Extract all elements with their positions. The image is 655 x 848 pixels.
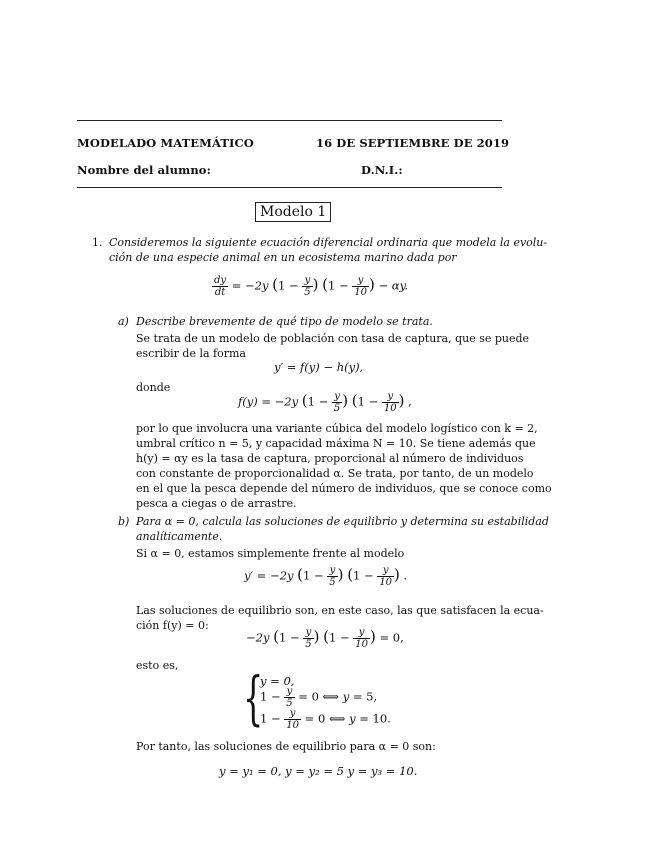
final-equilibria: y = y₁ = 0, y = y₂ = 5 y = y₃ = 10. xyxy=(219,764,418,778)
part-b-question-line1: Para α = 0, calcula las soluciones de equilibrio y determina su estabilidad xyxy=(136,515,549,528)
dy-dt-fraction: $\frac{dy}{dt}$ xyxy=(214,275,227,298)
part-b-eq-text-line2: ción f(y) = 0: xyxy=(136,619,209,632)
left-brace: { xyxy=(243,664,264,732)
part-a-body-line4: con constante de proporcionalidad α. Se trata, por tanto, de un modelo xyxy=(136,467,534,480)
donde-text: donde xyxy=(136,381,171,394)
case-2: 1 − $\frac{y}{5}$ = 0 ⟺ y = 5, xyxy=(260,686,378,709)
model-label: Modelo 1 xyxy=(260,204,327,220)
part-b-eq-text-line1: Las soluciones de equilibrio son, en este caso, las que satisfacen la ecua- xyxy=(136,604,544,617)
part-b-equation1: y′ = −2y (1 − $\frac{y}{5}$ ) (1 − $\frac{y}{10}$ ) . xyxy=(244,565,408,588)
main-equation: $\frac{dy}{dt}$ = −2y (1 − $\frac{y}{5}$ ) (1 − $\frac{y}{10}$ ) − αy. xyxy=(214,275,409,298)
part-a-equation2: f(y) = −2y (1 − $\frac{y}{5}$ ) (1 − $\frac{y}{10}$ ) , xyxy=(238,391,412,414)
id-label: D.N.I.: xyxy=(361,163,403,177)
header-bottom-rule xyxy=(77,187,502,188)
top-rule xyxy=(77,120,502,121)
problem-statement-line2: ción de una especie animal en un ecosistema marino dada por xyxy=(109,251,457,264)
part-a-equation1: y′ = f(y) − h(y), xyxy=(274,360,364,374)
part-a-answer-line1: Se trata de un modelo de población con tasa de captura, que se puede xyxy=(136,332,530,345)
part-a-question: Describe brevemente de qué tipo de modelo se trata. xyxy=(136,315,433,328)
problem-statement-line1: Consideremos la siguiente ecuación diferencial ordinaria que modela la evolu- xyxy=(109,236,548,249)
esto-es-text: esto es, xyxy=(136,659,179,672)
part-b-label: b) xyxy=(118,515,130,528)
course-title: MODELADO MATEMÁTICO xyxy=(77,136,254,150)
case-3: 1 − $\frac{y}{10}$ = 0 ⟺ y = 10. xyxy=(260,708,391,731)
part-a-body-line6: pesca a ciegas o de arrastre. xyxy=(136,497,297,510)
part-b-conclusion: Por tanto, las soluciones de equilibrio para α = 0 son: xyxy=(136,740,436,753)
part-b-answer-line1: Si α = 0, estamos simplemente frente al modelo xyxy=(136,547,405,560)
model-label-box xyxy=(255,202,331,222)
part-a-label: a) xyxy=(118,315,129,328)
problem-number: 1. xyxy=(92,236,103,249)
case-1: y = 0, xyxy=(260,674,295,688)
part-a-body-line2: umbral crítico n = 5, y capacidad máxima N = 10. Se tiene además que xyxy=(136,437,536,450)
part-b-equation2: −2y (1 − $\frac{y}{5}$ ) (1 − $\frac{y}{10}$ ) = 0, xyxy=(246,627,404,650)
part-b-question-line2: analíticamente. xyxy=(136,530,223,543)
part-a-answer-line2: escribir de la forma xyxy=(136,347,246,360)
student-name-label: Nombre del alumno: xyxy=(77,163,211,177)
exam-date: 16 DE SEPTIEMBRE DE 2019 xyxy=(316,136,510,150)
part-a-body-line1: por lo que involucra una variante cúbica del modelo logístico con k = 2, xyxy=(136,422,538,435)
part-a-body-line3: h(y) = αy es la tasa de captura, proporcional al número de individuos xyxy=(136,452,524,465)
part-a-body-line5: en el que la pesca depende del número de individuos, que se conoce como xyxy=(136,482,552,495)
